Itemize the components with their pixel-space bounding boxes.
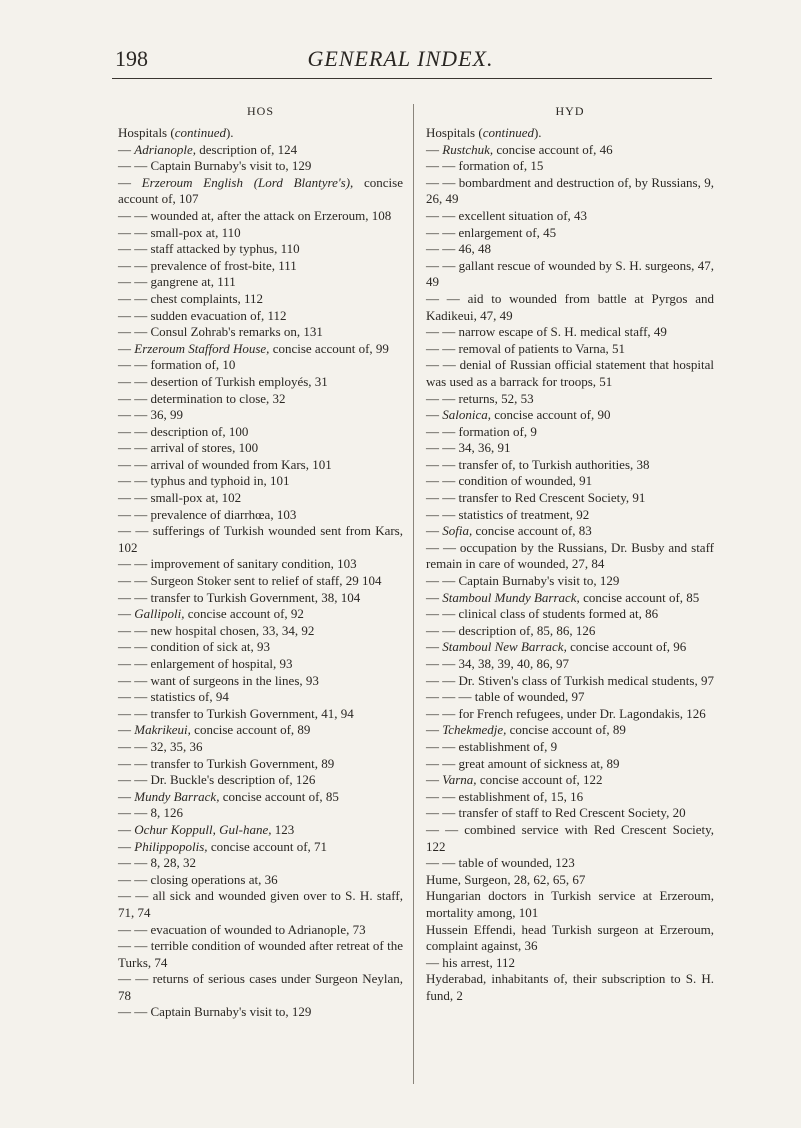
entry-text: — — statistics of treatment, 92 [426, 506, 590, 522]
entry-text: — — formation of, 9 [426, 423, 537, 439]
entry-text: — — denial of Russian official statement that hospital was used as a barrack for troops, 51 [426, 357, 714, 389]
entry-text: — — great amount of sickness at, 89 [426, 755, 620, 771]
index-entry [118, 341, 403, 358]
entry-text: — — table of wounded, 123 [426, 855, 575, 871]
entry-text: — — evacuation of wounded to Adrianople, 73 [118, 921, 366, 937]
index-entry [426, 673, 714, 690]
index-entry [118, 473, 403, 490]
entry-text: — — desertion of Turkish employés, 31 [118, 373, 328, 389]
right-entries [426, 125, 714, 1004]
index-entry [426, 407, 714, 424]
entry-text: — — establishment of, 15, 16 [426, 788, 584, 804]
index-entry [426, 225, 714, 242]
index-entry [118, 274, 403, 291]
entry-text: — — chest complaints, 112 [118, 290, 264, 306]
index-entry [118, 971, 403, 1004]
entry-text: — — typhus and typhoid in, 101 [118, 473, 290, 489]
entry-text: — [426, 141, 443, 157]
index-entry [118, 357, 403, 374]
index-entry [118, 175, 403, 208]
entry-text: — — arrival of stores, 100 [118, 440, 259, 456]
entry-text: — — sufferings of Turkish wounded sent from Kars, 102 [118, 523, 403, 555]
index-entry [426, 341, 714, 358]
entry-text: — — removal of patients to Varna, 51 [426, 340, 626, 356]
index-entry [426, 955, 714, 972]
index-entry [426, 507, 714, 524]
index-entry [118, 125, 403, 142]
index-entry [426, 291, 714, 324]
index-entry [118, 938, 403, 971]
index-entry [426, 922, 714, 955]
index-entry [426, 125, 714, 142]
index-entry [118, 556, 403, 573]
entry-place-name: Mundy Barrack, [134, 788, 220, 804]
index-entry [426, 241, 714, 258]
entry-text: — — staff attacked by typhus, 110 [118, 241, 300, 257]
entry-place-name: Erzeroum English (Lord Blantyre's), [141, 174, 354, 190]
index-entry [118, 208, 403, 225]
entry-text: — — wounded at, after the attack on Erzeroum, 108 [118, 207, 392, 223]
index-entry [118, 158, 403, 175]
entry-text: — — statistics of, 94 [118, 689, 229, 705]
index-entry [426, 888, 714, 921]
index-entry [118, 407, 403, 424]
index-entry [118, 689, 403, 706]
entry-text: concise account of, 71 [207, 838, 328, 854]
entry-place-name: Rustchuk, [442, 141, 494, 157]
entry-text: — — Dr. Stiven's class of Turkish medical students, 97 [426, 672, 714, 688]
entry-text: 123 [271, 821, 295, 837]
entry-text: — — closing operations at, 36 [118, 871, 278, 887]
index-entry [118, 440, 403, 457]
entry-text: — [118, 174, 142, 190]
index-entry [118, 639, 403, 656]
index-entry [118, 839, 403, 856]
entry-text: description of, 124 [196, 141, 298, 157]
index-entry [118, 507, 403, 524]
entry-text: — — all sick and wounded given over to S. H. staff, 71, 74 [118, 888, 403, 920]
index-entry [426, 739, 714, 756]
entry-place-name: Stamboul Mundy Barrack, [442, 589, 580, 605]
entry-text: — [426, 639, 443, 655]
index-entry [118, 308, 403, 325]
index-entry [118, 241, 403, 258]
entry-text: — — 36, 99 [118, 407, 183, 423]
entry-text: — — Captain Burnaby's visit to, 129 [118, 1004, 312, 1020]
entry-text: — — transfer to Turkish Government, 89 [118, 755, 335, 771]
index-entry [426, 424, 714, 441]
index-entry [426, 324, 714, 341]
index-entry [118, 424, 403, 441]
entry-text: — — sudden evacuation of, 112 [118, 307, 287, 323]
index-entry [118, 756, 403, 773]
entry-text: concise account of, 89 [190, 722, 311, 738]
entry-text: — — arrival of wounded from Kars, 101 [118, 456, 332, 472]
entry-text: — — transfer of staff to Red Crescent Society, 20 [426, 805, 686, 821]
entry-text: — — gallant rescue of wounded by S. H. surgeons, 47, 49 [426, 257, 714, 290]
entry-text: — [426, 722, 443, 738]
index-entry [118, 573, 403, 590]
index-entry [118, 872, 403, 889]
index-entry [426, 971, 714, 1004]
entry-text: concise account of, 92 [184, 606, 304, 622]
index-entry [426, 855, 714, 872]
index-entry [426, 175, 714, 208]
entry-text: — [118, 722, 135, 738]
index-entry [426, 357, 714, 390]
entry-place-name: Gallipoli, [134, 606, 185, 622]
entry-text: — — condition of sick at, 93 [118, 639, 271, 655]
right-column-heading: HYD [555, 104, 585, 118]
entry-text: Hussein Effendi, head Turkish surgeon at Erzeroum, complaint against, 36 [426, 921, 714, 954]
entry-text: Hospitals ( [426, 125, 483, 140]
right-column [426, 104, 714, 1004]
entry-text: — — want of surgeons in the lines, 93 [118, 672, 319, 688]
index-entry [118, 258, 403, 275]
entry-text: — — combined service with Red Crescent Society, 122 [426, 821, 714, 854]
entry-text: — — 34, 36, 91 [426, 440, 511, 456]
entry-text: — [426, 589, 443, 605]
entry-place-name: Erzeroum Stafford House, [134, 340, 270, 356]
entry-text: — — aid to wounded from battle at Pyrgos and Kadikeui, 47, 49 [426, 290, 714, 323]
entry-place-name: Adrianople, [134, 141, 196, 157]
entry-text: — — enlargement of, 45 [426, 224, 557, 240]
index-entry [426, 656, 714, 673]
entry-text: — — prevalence of diarrhœa, 103 [118, 506, 297, 522]
index-entry [118, 391, 403, 408]
entry-text: — — excellent situation of, 43 [426, 207, 588, 223]
index-entry [118, 324, 403, 341]
entry-text: concise account of, 85 [579, 589, 700, 605]
entry-text: — — determination to close, 32 [118, 390, 286, 406]
index-entry [426, 391, 714, 408]
index-entry [426, 142, 714, 159]
entry-text: concise account of, 96 [566, 639, 687, 655]
entry-text: — — bombardment and destruction of, by Russians, 9, 26, 49 [426, 174, 714, 207]
index-entry [118, 656, 403, 673]
entry-text: — — transfer to Turkish Government, 41, 94 [118, 705, 354, 721]
entry-text: — — returns of serious cases under Surgeon Neylan, 78 [118, 971, 403, 1003]
entry-text: Hyderabad, inhabitants of, their subscription to S. H. fund, 2 [426, 971, 714, 1003]
index-entry [118, 225, 403, 242]
entry-text: — — 46, 48 [426, 241, 491, 257]
entry-text: — — establishment of, 9 [426, 738, 558, 754]
entry-text: — — small-pox at, 102 [118, 490, 242, 506]
entry-text: concise account of, 83 [472, 523, 592, 539]
entry-place-name: continued [482, 125, 534, 140]
entry-text: concise account of, 90 [491, 407, 611, 423]
index-entry [426, 208, 714, 225]
entry-text: Hume, Surgeon, 28, 62, 65, 67 [426, 871, 586, 887]
index-entry [118, 706, 403, 723]
index-entry [118, 374, 403, 391]
entry-text: — — transfer to Turkish Government, 38, 104 [118, 589, 361, 605]
entry-text: Hospitals ( [118, 125, 175, 140]
index-entry [426, 623, 714, 640]
header-rule [112, 78, 712, 79]
index-entry [118, 805, 403, 822]
page-header [0, 46, 801, 76]
entry-text: — — prevalence of frost-bite, 111 [118, 257, 297, 273]
left-column [118, 104, 403, 1021]
left-column-heading: HOS [246, 104, 274, 118]
entry-place-name: Ochur Koppull, Gul-hane, [134, 821, 272, 837]
entry-text: — — improvement of sanitary condition, 103 [118, 556, 357, 572]
index-entry [118, 772, 403, 789]
entry-text: — [426, 407, 443, 423]
entry-text: — [118, 606, 135, 622]
index-entry [426, 689, 714, 706]
entry-place-name: Salonica, [442, 407, 491, 423]
left-entries [118, 125, 403, 1021]
index-entry [118, 822, 403, 839]
index-entry [118, 888, 403, 921]
entry-text: concise account of, 46 [493, 141, 613, 157]
index-entry [118, 457, 403, 474]
index-entry [426, 158, 714, 175]
entry-text: concise account of, 89 [506, 722, 626, 738]
entry-text: — [426, 772, 443, 788]
index-entry [118, 673, 403, 690]
index-entry [426, 789, 714, 806]
index-entry [118, 722, 403, 739]
entry-text: — [118, 340, 135, 356]
entry-text: concise account of, 107 [118, 174, 403, 207]
entry-text: concise account of, 122 [476, 772, 603, 788]
index-entry [426, 756, 714, 773]
index-entry [426, 872, 714, 889]
entry-place-name: Stamboul New Barrack, [442, 639, 567, 655]
index-entry [118, 623, 403, 640]
entry-text: — — occupation by the Russians, Dr. Busby and staff remain in care of wounded, 27, 84 [426, 539, 714, 572]
entry-text: — — condition of wounded, 91 [426, 473, 593, 489]
entry-text: — — clinical class of students formed at, 86 [426, 606, 659, 622]
entry-text: — his arrest, 112 [426, 954, 516, 970]
page-number: 198 [115, 46, 148, 71]
entry-text: — — 8, 28, 32 [118, 855, 196, 871]
entry-text: — — enlargement of hospital, 93 [118, 656, 293, 671]
entry-text: — — description of, 85, 86, 126 [426, 622, 596, 638]
index-entry [118, 1004, 403, 1021]
entry-text: — [118, 821, 135, 837]
index-entry [426, 606, 714, 623]
entry-text: concise account of, 85 [219, 788, 339, 804]
index-entry [426, 490, 714, 507]
entry-text: Hungarian doctors in Turkish service at Erzeroum, mortality among, 101 [426, 888, 714, 920]
entry-text: — — — table of wounded, 97 [426, 689, 585, 705]
entry-place-name: Sofia, [442, 523, 473, 539]
index-entry [426, 473, 714, 490]
index-entry [426, 822, 714, 855]
index-entry [426, 457, 714, 474]
index-entry [118, 789, 403, 806]
index-entry [118, 590, 403, 607]
index-entry [118, 855, 403, 872]
entry-text: — — transfer to Red Crescent Society, 91 [426, 490, 646, 506]
index-entry [426, 540, 714, 573]
entry-place-name: continued [174, 125, 226, 140]
index-entry [118, 142, 403, 159]
index-entry [426, 258, 714, 291]
entry-text: — — 34, 38, 39, 40, 86, 97 [426, 656, 569, 671]
index-entry [426, 722, 714, 739]
entry-text: — — 8, 126 [118, 805, 183, 821]
entry-text: concise account of, 99 [269, 340, 389, 356]
index-entry [118, 490, 403, 507]
entry-text: — — formation of, 10 [118, 357, 236, 373]
entry-place-name: Varna, [442, 772, 477, 788]
entry-place-name: Philippopolis, [134, 838, 208, 854]
index-entry [118, 291, 403, 308]
entry-text: — [118, 838, 135, 854]
index-entry [426, 590, 714, 607]
entry-text: — [118, 788, 135, 804]
entry-text: — — new hospital chosen, 33, 34, 92 [118, 622, 315, 638]
index-entry [426, 573, 714, 590]
entry-text: — — Captain Burnaby's visit to, 129 [426, 573, 620, 589]
entry-text: — — transfer of, to Turkish authorities, 38 [426, 456, 650, 472]
entry-place-name: Tchekmedje, [442, 722, 507, 738]
index-entry [118, 523, 403, 556]
index-entry [118, 606, 403, 623]
index-entry [426, 706, 714, 723]
entry-text: — — for French refugees, under Dr. Lagondakis, 126 [426, 705, 706, 721]
entry-text: — — returns, 52, 53 [426, 390, 534, 406]
entry-text: — — 32, 35, 36 [118, 738, 203, 754]
entry-text: — — Consul Zohrab's remarks on, 131 [118, 324, 323, 340]
index-entry [426, 639, 714, 656]
entry-text: — — Surgeon Stoker sent to relief of staff, 29 104 [118, 573, 382, 589]
index-entry [426, 805, 714, 822]
entry-text: — — small-pox at, 110 [118, 224, 241, 240]
index-entry [426, 440, 714, 457]
entry-text: — — terrible condition of wounded after retreat of the Turks, 74 [118, 938, 403, 970]
index-entry [426, 772, 714, 789]
entry-text: — [426, 523, 443, 539]
index-entry [118, 922, 403, 939]
page-title: GENERAL INDEX. [307, 46, 494, 71]
entry-text: — — formation of, 15 [426, 158, 544, 174]
entry-text: — — Dr. Buckle's description of, 126 [118, 772, 316, 788]
entry-text: — [118, 141, 135, 157]
entry-text: ). [225, 125, 234, 140]
column-divider [413, 104, 414, 1084]
entry-text: — — narrow escape of S. H. medical staff, 49 [426, 324, 667, 340]
entry-text: — — gangrene at, 111 [118, 274, 236, 290]
index-entry [118, 739, 403, 756]
entry-text: — — description of, 100 [118, 423, 249, 439]
entry-text: ). [533, 125, 542, 140]
entry-text: — — Captain Burnaby's visit to, 129 [118, 158, 312, 174]
index-entry [426, 523, 714, 540]
entry-place-name: Makrikeui, [134, 722, 191, 738]
